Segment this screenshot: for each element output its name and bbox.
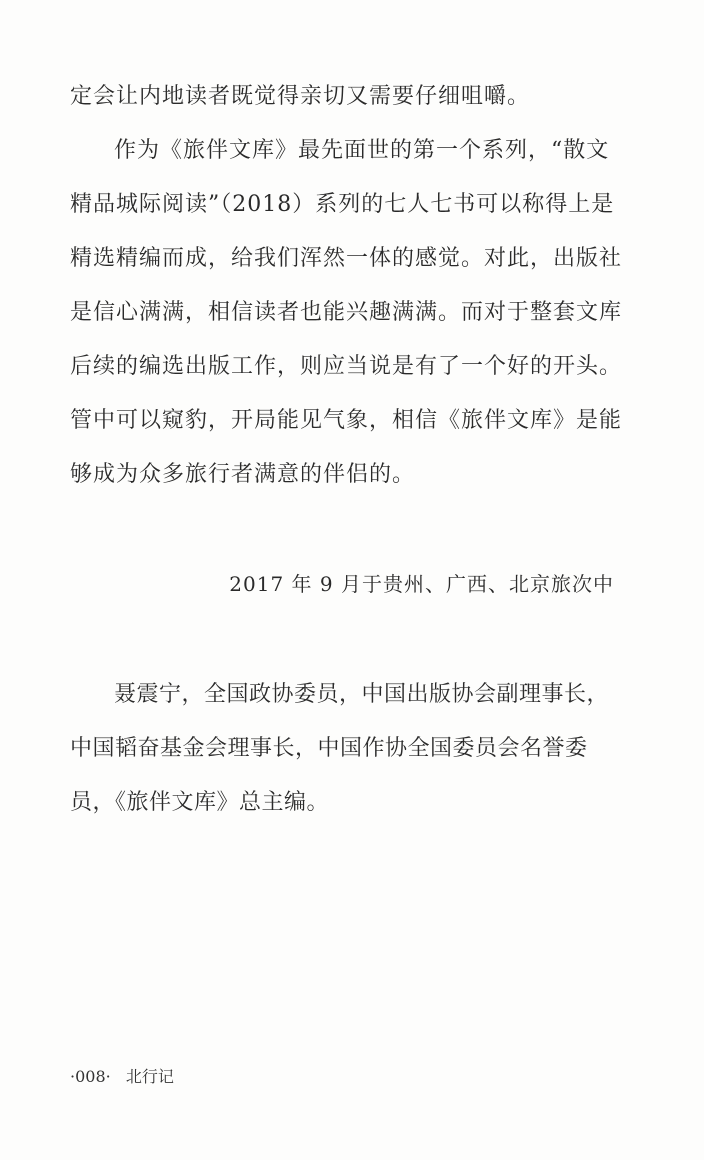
page-number: ·008·: [70, 1067, 111, 1086]
author-bio-text: 聂震宁，全国政协委员，中国出版协会副理事长，中国韬奋基金会理事长，中国作协全国委员会名誉委员，《旅伴文库》总主编。: [70, 682, 610, 815]
running-book-title: 北行记: [125, 1067, 174, 1086]
main-text: [70, 70, 630, 502]
paragraph-continuation: 定会让内地读者既觉得亲切又需要仔细咀嚼。: [70, 84, 531, 109]
paragraph-main: 作为《旅伴文库》最先面世的第一个系列，“散文精品城际阅读”（2018）系列的七人七书可以称得上是精选精编而成，给我们浑然一体的感觉。对此，出版社是信心满满，相信读者也能兴趣满满。而对于整套文库后续的编选出版工作，则应当说是有了一个好的开头。管中可以窥豹，开局能见气象，相信《旅伴文库》是能够成为众多旅行者满意的伴侣的。: [70, 138, 623, 487]
author-bio: [70, 668, 630, 830]
page-footer: [70, 1064, 174, 1087]
signature-date-place: 2017 年 9 月于贵州、广西、北京旅次中: [229, 572, 614, 596]
